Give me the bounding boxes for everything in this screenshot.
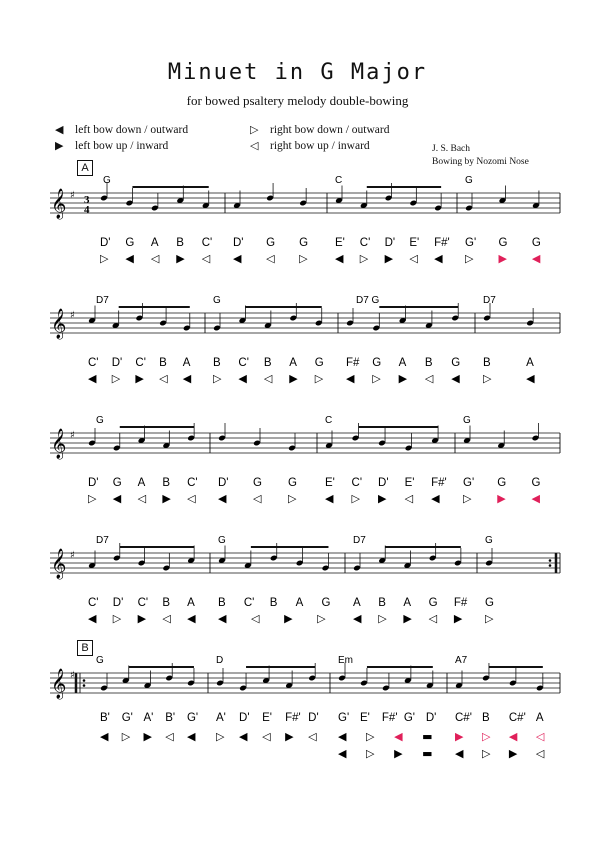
chord-symbol: Em [338, 655, 353, 666]
note-name: C' [238, 357, 249, 369]
page-subtitle: for bowed psaltery melody double-bowing [186, 93, 409, 108]
note-name: G [497, 477, 507, 489]
bow-mark: ▷ [463, 492, 472, 505]
chord-symbol: A7 [455, 655, 468, 666]
key-signature-sharp: ♯ [70, 670, 75, 681]
bow-mark: ◀ [125, 252, 134, 265]
bow-mark: ▶ [289, 372, 298, 385]
chord-symbol: D7 [353, 535, 366, 546]
bow-mark: ◀ [187, 612, 196, 625]
note-name: B' [100, 712, 110, 724]
note-name: D' [384, 237, 396, 249]
bow-mark: ◀ [182, 372, 192, 385]
note-name: B [481, 712, 490, 724]
bow-mark: ◀ [218, 612, 227, 625]
note-name: F# [346, 357, 360, 369]
bow-mark: ▶ [143, 730, 152, 743]
chord-symbol: G [103, 175, 111, 186]
bow-mark: ◁ [150, 252, 160, 265]
note-name: C' [201, 237, 213, 249]
note-name: A' [143, 712, 154, 724]
bow-mark-alt: ▬ [422, 747, 433, 760]
bow-mark-alt: ◁ [535, 747, 545, 760]
note-name: C' [88, 597, 99, 609]
note-name: G' [186, 712, 199, 724]
bow-mark: ▷ [288, 492, 297, 505]
legend-left-up: ▶ left bow up / inward [55, 139, 169, 152]
bow-mark: ▷ [359, 252, 369, 265]
bow-mark: ▷ [465, 252, 474, 265]
bow-mark: ◁ [535, 730, 545, 743]
bow-mark: ◁ [162, 612, 171, 625]
bow-mark: ◁ [251, 612, 260, 625]
chord-symbol: G [96, 655, 104, 666]
bow-mark: ◀ [451, 372, 460, 385]
bow-mark-alt: ◀ [455, 747, 464, 760]
chord-symbol: D [216, 655, 224, 666]
bow-mark: ▶ [384, 252, 394, 265]
note-name: D' [100, 237, 111, 249]
treble-clef: 𝄞 [51, 189, 67, 219]
bow-mark: ▷ [216, 730, 225, 743]
bow-mark: ▶ [135, 372, 144, 385]
note-name: D' [218, 477, 229, 489]
note-name: G [299, 237, 309, 249]
note-name: F#' [431, 477, 447, 489]
chord-symbol: G [96, 415, 104, 426]
bow-mark-alt: ▷ [366, 747, 375, 760]
chord-symbol: D7 [96, 535, 109, 546]
chord-symbol: G [218, 535, 226, 546]
bow-mark: ▷ [485, 612, 494, 625]
bow-mark: ▶ [453, 612, 463, 625]
right-bow-up-icon: ◁ [250, 139, 259, 152]
note-name: A [182, 357, 191, 369]
bow-mark: ◀ [186, 730, 196, 743]
bow-mark: ▶ [137, 612, 147, 625]
note-name: E' [409, 237, 420, 249]
left-bow-down-icon: ◀ [55, 123, 64, 136]
note-name: B' [165, 712, 176, 724]
chord-symbol: D7 G [356, 295, 380, 306]
bow-mark: ◁ [266, 252, 275, 265]
bow-mark: ◁ [159, 372, 168, 385]
bow-mark: ◁ [187, 492, 196, 505]
bow-mark: ▷ [483, 372, 492, 385]
note-name: A [353, 597, 361, 609]
bow-mark: ▶ [162, 492, 171, 505]
note-name: G [498, 237, 508, 249]
note-name: D' [425, 712, 437, 724]
note-name: E' [335, 237, 345, 249]
note-name: G [253, 477, 262, 489]
legend-right-up: ◁ right bow up / inward [250, 139, 370, 152]
bow-mark: ◁ [424, 372, 434, 385]
key-signature-sharp: ♯ [70, 310, 75, 321]
note-name: A [398, 357, 407, 369]
chord-symbol: D7 [96, 295, 109, 306]
bow-mark: ◀ [531, 492, 540, 505]
bow-mark: ▷ [299, 252, 308, 265]
legend-right-down: ▷ right bow down / outward [250, 123, 390, 136]
note-name: D' [111, 357, 123, 369]
bow-mark: ◁ [409, 252, 418, 265]
note-name: G' [465, 237, 477, 249]
bow-mark: ▷ [372, 372, 381, 385]
note-name: A [403, 597, 412, 609]
note-name: G [372, 357, 382, 369]
note-name: G [112, 477, 122, 489]
bow-mark-alt: ▶ [508, 747, 518, 760]
bow-mark: ◁ [263, 372, 273, 385]
bow-mark: ▷ [317, 612, 326, 625]
bow-mark: ◀ [531, 252, 541, 265]
chord-symbol: G [463, 415, 471, 426]
note-name: B [424, 357, 433, 369]
note-name: G [266, 237, 276, 249]
right-bow-down-icon: ▷ [250, 123, 259, 136]
bow-mark: ◀ [325, 492, 334, 505]
bow-mark: ▶ [398, 372, 408, 385]
note-name: B [263, 357, 272, 369]
bow-mark: ▷ [378, 612, 387, 625]
note-name: F#' [381, 712, 398, 724]
repeat-dot [83, 679, 86, 682]
bow-mark: ▷ [366, 730, 375, 743]
note-name: A [526, 357, 534, 369]
note-name: G' [463, 477, 475, 489]
note-name: E' [359, 712, 370, 724]
note-name: D' [239, 712, 250, 724]
note-name: G [531, 237, 541, 249]
note-name: B [483, 357, 491, 369]
note-name: F# [453, 597, 468, 609]
note-name: G [428, 597, 438, 609]
note-name: B [218, 597, 226, 609]
note-name: G [314, 357, 324, 369]
bowing-credit: Bowing by Nozomi Nose [432, 157, 529, 167]
bow-mark: ▶ [284, 612, 293, 625]
chord-symbol: D7 [483, 295, 496, 306]
repeat-dot [549, 559, 552, 562]
bow-mark: ▶ [378, 492, 387, 505]
bow-mark: ▬ [422, 730, 433, 743]
key-signature-sharp: ♯ [70, 430, 75, 441]
chord-symbol: G [465, 175, 473, 186]
treble-clef: 𝄞 [51, 549, 67, 579]
bow-mark: ◀ [238, 372, 247, 385]
note-name: C' [137, 597, 149, 609]
note-name: C' [135, 357, 146, 369]
note-name: G' [403, 712, 416, 724]
repeat-dot [549, 564, 552, 567]
note-name: C#' [455, 712, 472, 724]
bow-mark: ◁ [308, 730, 317, 743]
bow-mark: ◀ [346, 372, 355, 385]
bow-mark: ◁ [201, 252, 211, 265]
note-name: G' [338, 712, 350, 724]
note-name: D' [88, 477, 99, 489]
bow-mark: ◀ [434, 252, 443, 265]
bow-mark: ▷ [100, 252, 109, 265]
bow-mark: ◀ [88, 612, 97, 625]
bow-mark: ◁ [253, 492, 262, 505]
bow-mark: ▷ [121, 730, 131, 743]
time-signature-top: 3 [84, 194, 90, 206]
chord-symbol: C [325, 415, 333, 426]
note-name: D' [233, 237, 244, 249]
bow-mark: ◀ [338, 730, 347, 743]
bow-mark: ◁ [165, 730, 174, 743]
section-marker-a: A [77, 160, 93, 176]
bow-mark: ◀ [218, 492, 227, 505]
bow-mark: ▶ [403, 612, 412, 625]
bow-mark: ◀ [112, 492, 122, 505]
legend-left-down: ◀ left bow down / outward [55, 123, 189, 136]
bow-mark-alt: ◀ [338, 747, 347, 760]
key-signature-sharp: ♯ [70, 190, 75, 201]
note-name: C' [359, 237, 371, 249]
note-name: A [187, 597, 195, 609]
bow-mark: ▶ [285, 730, 294, 743]
bow-mark: ▶ [455, 730, 464, 743]
bow-mark: ◀ [100, 730, 109, 743]
note-name: C' [351, 477, 363, 489]
bow-mark: ▷ [351, 492, 360, 505]
time-signature-bottom: 4 [84, 204, 90, 216]
page-title: Minuet in G Major [167, 60, 428, 85]
note-name: D' [378, 477, 389, 489]
note-name: B [213, 357, 221, 369]
bow-mark: ▷ [112, 612, 122, 625]
bow-mark: ◀ [335, 252, 344, 265]
bow-mark: ▶ [497, 492, 506, 505]
note-name: C#' [508, 712, 526, 724]
note-name: C' [88, 357, 99, 369]
bow-mark: ◁ [428, 612, 438, 625]
chord-symbol: G [485, 535, 493, 546]
note-name: B [176, 237, 184, 249]
bow-mark: ▷ [88, 492, 97, 505]
section-marker-b: B [77, 640, 93, 656]
note-name: G' [121, 712, 133, 724]
bow-mark: ◀ [239, 730, 248, 743]
bow-mark: ◀ [353, 612, 362, 625]
bow-mark: ◀ [88, 372, 97, 385]
note-name: D' [112, 597, 124, 609]
note-name: G [288, 477, 297, 489]
bow-mark: ▷ [314, 372, 324, 385]
note-name: G [485, 597, 494, 609]
key-signature-sharp: ♯ [70, 550, 75, 561]
note-name: G [321, 597, 331, 609]
bow-mark: ◁ [262, 730, 271, 743]
bow-mark: ◁ [137, 492, 147, 505]
bow-mark: ◀ [508, 730, 518, 743]
bow-mark: ▶ [498, 252, 507, 265]
bow-mark: ▷ [213, 372, 222, 385]
repeat-dot [83, 684, 86, 687]
treble-clef: 𝄞 [51, 669, 67, 699]
bow-mark: ▶ [176, 252, 185, 265]
note-name: E' [404, 477, 415, 489]
note-name: A [150, 237, 159, 249]
bow-mark: ◀ [394, 730, 403, 743]
bow-mark-alt: ▶ [394, 747, 403, 760]
composer: J. S. Bach [432, 144, 470, 154]
note-name: B [159, 357, 167, 369]
chord-symbol: G [213, 295, 221, 306]
note-name: A [289, 357, 297, 369]
note-name: F#' [285, 712, 301, 724]
note-name: B [378, 597, 386, 609]
treble-clef: 𝄞 [51, 429, 67, 459]
bow-mark: ◀ [431, 492, 440, 505]
note-name: C' [243, 597, 255, 609]
bow-mark: ◁ [404, 492, 414, 505]
note-name: A [535, 712, 544, 724]
bow-mark: ▷ [111, 372, 121, 385]
note-name: E' [325, 477, 335, 489]
left-bow-up-icon: ▶ [55, 139, 64, 152]
note-name: A' [216, 712, 226, 724]
note-name: F#' [434, 237, 450, 249]
chord-symbol: C [335, 175, 343, 186]
bow-mark: ◀ [526, 372, 535, 385]
note-name: A [295, 597, 304, 609]
treble-clef: 𝄞 [51, 309, 67, 339]
note-name: B [162, 597, 171, 609]
note-name: E' [262, 712, 272, 724]
note-name: C' [187, 477, 198, 489]
note-name: A [137, 477, 146, 489]
note-name: D' [308, 712, 319, 724]
note-name: G [125, 237, 135, 249]
bow-mark-alt: ▷ [481, 747, 491, 760]
note-name: G [531, 477, 541, 489]
bow-mark: ◀ [233, 252, 242, 265]
note-name: B [162, 477, 171, 489]
bow-mark: ▷ [481, 730, 491, 743]
note-name: B [269, 597, 278, 609]
note-name: G [451, 357, 461, 369]
